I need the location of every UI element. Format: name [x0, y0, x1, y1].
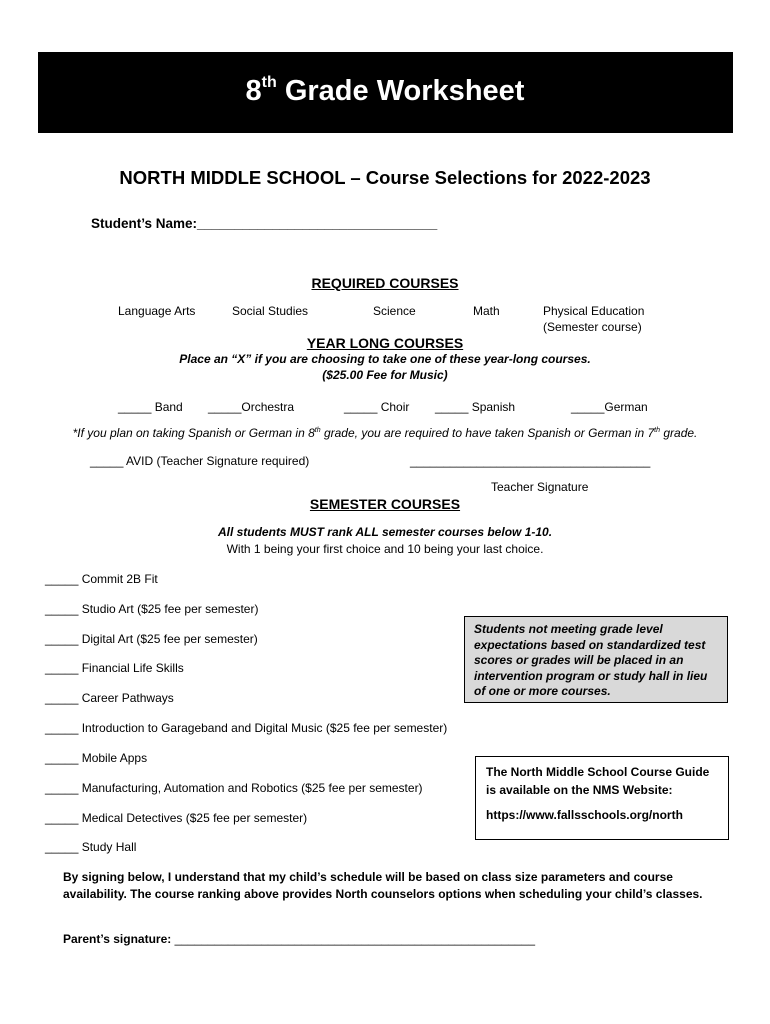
course-guide-text: The North Middle School Course Guide is available on the NMS Website: — [486, 765, 710, 797]
option-orchestra[interactable]: _____Orchestra — [208, 400, 295, 414]
teacher-signature-label: Teacher Signature — [491, 480, 589, 494]
required-course-math: Math — [473, 304, 500, 318]
note-part-b: grade, you are required to have taken Spanish or German in 7 — [320, 426, 655, 440]
title-text: Grade Worksheet — [276, 75, 525, 107]
teacher-signature-line[interactable]: ____________________________________ — [410, 454, 651, 468]
semester-course-garageband[interactable]: _____ Introduction to Garageband and Digital Music ($25 fee per semester) — [45, 721, 448, 735]
required-course-science: Science — [373, 304, 416, 318]
title-number: 8 — [245, 75, 262, 107]
course-guide-box — [475, 756, 729, 840]
year-long-heading: YEAR LONG COURSES — [306, 335, 464, 351]
semester-course-medical-detectives[interactable]: _____ Medical Detectives ($25 fee per semester) — [45, 811, 308, 825]
option-german[interactable]: _____German — [571, 400, 648, 414]
required-course-physical-education: Physical Education — [543, 304, 645, 318]
required-course-language-arts: Language Arts — [118, 304, 196, 318]
option-spanish[interactable]: _____ Spanish — [435, 400, 516, 414]
semester-course-studio-art[interactable]: _____ Studio Art ($25 fee per semester) — [45, 602, 259, 616]
semester-courses-heading: SEMESTER COURSES — [309, 496, 461, 512]
semester-course-career-pathways[interactable]: _____ Career Pathways — [45, 691, 174, 705]
student-name-blank[interactable]: ________________________________ — [197, 216, 438, 231]
pe-semester-note: (Semester course) — [543, 320, 642, 334]
parent-agreement-text: By signing below, I understand that my child’s schedule will be based on class size parameters and course availability. The course ranking above provides North counselors options when scheduling your child’s classes. — [63, 870, 703, 901]
music-fee-note: ($25.00 Fee for Music) — [322, 368, 448, 382]
student-name-field[interactable] — [91, 216, 437, 231]
note-sup-8th: th — [314, 427, 321, 434]
language-prerequisite-note — [0, 426, 770, 440]
course-guide-url[interactable]: https://www.fallsschools.org/north — [486, 808, 683, 822]
intervention-notice-text: Students not meeting grade level expectations based on standardized test scores or grades will be placed in an intervention program or study hall in lieu of one or more courses. — [474, 622, 708, 698]
intervention-notice-box — [464, 616, 728, 703]
school-heading: NORTH MIDDLE SCHOOL – Course Selections for 2022-2023 — [119, 167, 651, 188]
semester-course-study-hall[interactable]: _____ Study Hall — [45, 840, 137, 854]
title-ordinal: th — [261, 74, 277, 91]
parent-signature-line[interactable]: ______________________________________________________ — [174, 932, 535, 946]
note-part-a: *If you plan on taking Spanish or German in 8 — [72, 426, 315, 440]
semester-course-commit-2b-fit[interactable]: _____ Commit 2B Fit — [45, 572, 158, 586]
semester-instruction: All students MUST rank ALL semester courses below 1-10. — [217, 525, 553, 539]
student-name-label: Student’s Name: — [91, 216, 198, 231]
parent-signature-label: Parent’s signature: — [63, 932, 172, 946]
option-avid[interactable]: _____ AVID (Teacher Signature required) — [90, 454, 310, 468]
semester-course-digital-art[interactable]: _____ Digital Art ($25 fee per semester) — [45, 632, 258, 646]
parent-signature-field[interactable] — [63, 932, 535, 946]
semester-course-financial-life-skills[interactable]: _____ Financial Life Skills — [45, 661, 184, 675]
required-courses-heading: REQUIRED COURSES — [311, 275, 459, 291]
note-sup-7th: th — [654, 427, 661, 434]
page-title — [0, 74, 770, 108]
semester-course-mobile-apps[interactable]: _____ Mobile Apps — [45, 751, 148, 765]
required-course-social-studies: Social Studies — [232, 304, 309, 318]
year-long-instruction: Place an “X” if you are choosing to take one of these year-long courses. — [179, 352, 591, 366]
semester-course-manufacturing[interactable]: _____ Manufacturing, Automation and Robotics ($25 fee per semester) — [45, 781, 423, 795]
option-choir[interactable]: _____ Choir — [344, 400, 410, 414]
semester-instruction-detail: With 1 being your first choice and 10 being your last choice. — [226, 542, 544, 556]
option-band[interactable]: _____ Band — [118, 400, 183, 414]
note-part-c: grade. — [660, 426, 698, 440]
